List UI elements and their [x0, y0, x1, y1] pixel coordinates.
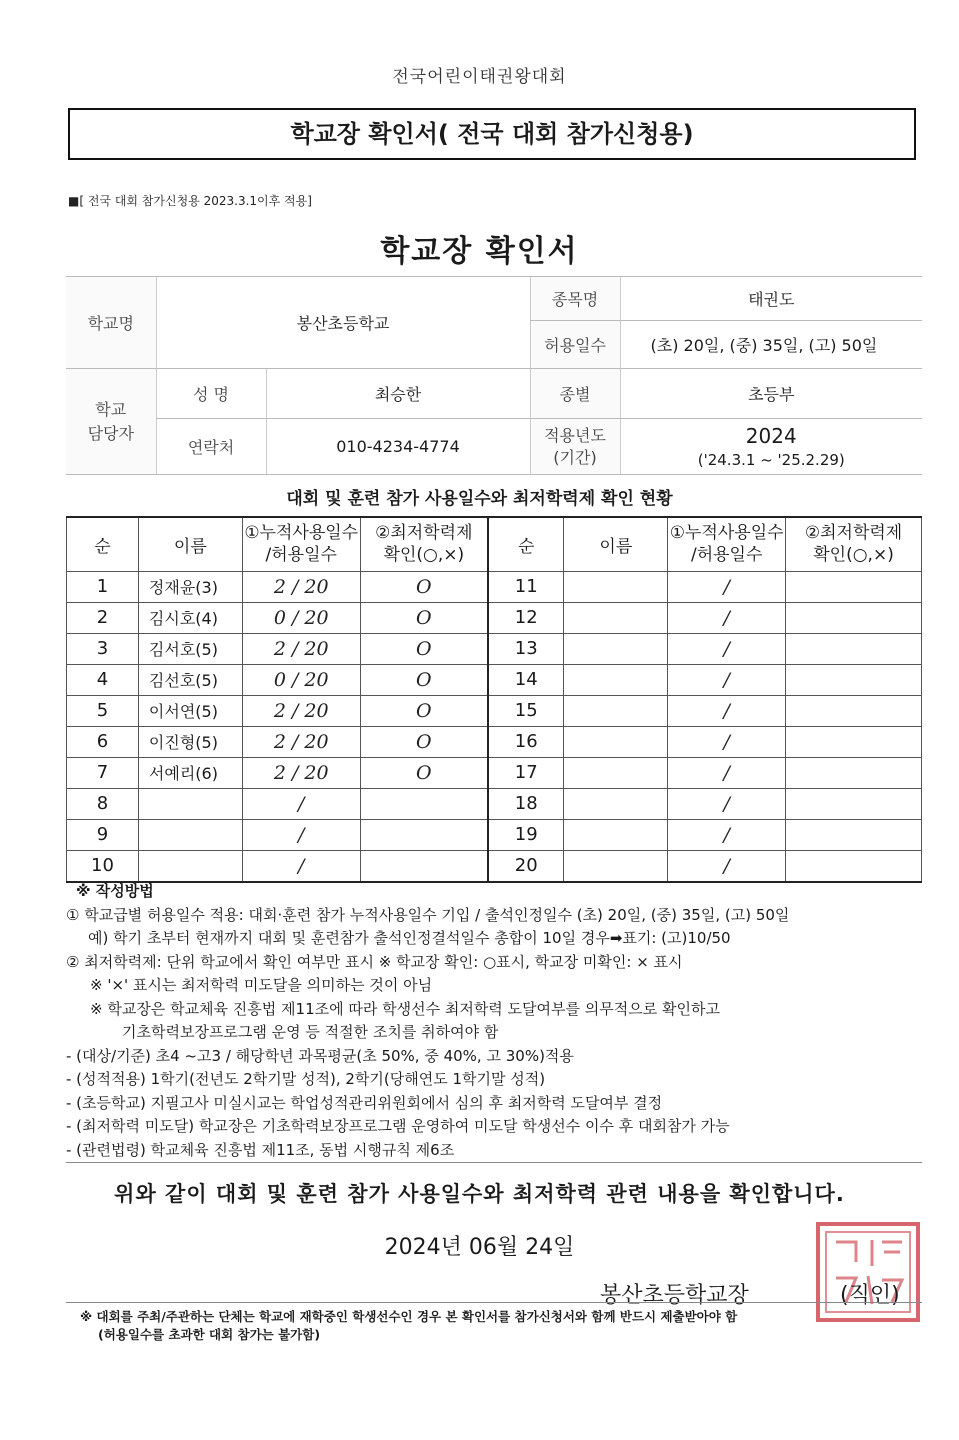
- academic-check-cell: O: [360, 664, 488, 695]
- manager-name: 최승한: [266, 369, 530, 419]
- athlete-name-cell: [138, 850, 242, 882]
- instruction-line: 기초학력보장프로그램 운영 등 적절한 조치를 취하여야 함: [122, 1023, 499, 1041]
- col-name-right: 이름: [564, 517, 668, 571]
- no-cell: 16: [488, 726, 564, 757]
- athlete-name-cell: 이진형(5): [138, 726, 242, 757]
- academic-check-cell: O: [360, 602, 488, 633]
- school-name: 봉산초등학교: [156, 277, 530, 369]
- instruction-line: - (관련법령) 학교체육 진흥법 제11조, 동법 시행규칙 제6조: [66, 1140, 455, 1159]
- no-cell: 17: [488, 757, 564, 788]
- event-name: 전국어린이태권왕대회: [392, 67, 567, 87]
- stamp-label: (직인): [840, 1283, 900, 1308]
- academic-check-cell: [786, 571, 922, 602]
- used-days-cell: /: [668, 850, 786, 882]
- athlete-name-cell: 이서연(5): [138, 695, 242, 726]
- academic-check-cell: [786, 726, 922, 757]
- used-days-cell: /: [668, 664, 786, 695]
- signature-date: 2024년 06월 24일: [384, 1235, 575, 1260]
- table-row: [67, 850, 922, 882]
- athlete-name-cell: 김시호(4): [138, 602, 242, 633]
- no-cell: 5: [67, 695, 139, 726]
- no-cell: 8: [67, 788, 139, 819]
- academic-check-cell: O: [360, 633, 488, 664]
- footnote: [80, 1308, 920, 1344]
- contact-value: 010-4234-4774: [266, 419, 530, 475]
- instruction-line: ① 학교급별 허용일수 적용: 대회·훈련 참가 누적사용일수 기입 / 출석인정일수 (초) 20일, (중) 35일, (고) 50일: [66, 905, 790, 924]
- year-label: 적용년도 (기간): [530, 419, 620, 475]
- athlete-name-cell: 정재윤(3): [138, 571, 242, 602]
- contact-label: 연락처: [156, 419, 266, 475]
- confirmation-statement: 위와 같이 대회 및 훈련 참가 사용일수와 최저학력 관련 내용을 확인합니다.: [114, 1182, 845, 1206]
- academic-check-cell: [786, 633, 922, 664]
- division-label: 종별: [530, 369, 620, 419]
- athlete-name-cell: [564, 695, 668, 726]
- athlete-name-cell: [138, 788, 242, 819]
- athlete-name-cell: [564, 633, 668, 664]
- col-days: ①누적사용일수 /허용일수: [242, 517, 360, 571]
- instruction-line: - (최저학력 미도달) 학교장은 기초학력보장프로그램 운영하여 미도달 학생선수 이수 후 대회참가 가능: [66, 1117, 730, 1135]
- used-days-cell: /: [668, 726, 786, 757]
- used-days-cell: /: [668, 633, 786, 664]
- used-days-cell: /: [668, 602, 786, 633]
- table-row: [67, 633, 922, 664]
- footnote-line: (허용일수를 초과한 대회 참가는 불가함): [98, 1327, 321, 1342]
- no-cell: 20: [488, 850, 564, 882]
- instruction-line: 예) 학기 초부터 현재까지 대회 및 훈련참가 출석인정결석일수 총합이 10일 경우➡표기: (고)10/50: [88, 929, 731, 947]
- no-cell: 7: [67, 757, 139, 788]
- athlete-usage-table: [66, 516, 922, 883]
- col-academic-right: ②최저학력제 확인(○,×): [786, 517, 922, 571]
- athlete-name-cell: [564, 571, 668, 602]
- no-cell: 11: [488, 571, 564, 602]
- athlete-name-cell: [564, 726, 668, 757]
- instruction-line: ※ '×' 표시는 최저학력 미도달을 의미하는 것이 아님: [90, 976, 433, 994]
- academic-check-cell: [786, 602, 922, 633]
- no-cell: 6: [67, 726, 139, 757]
- table-row: [67, 788, 922, 819]
- no-cell: 13: [488, 633, 564, 664]
- athlete-name-cell: [564, 819, 668, 850]
- no-cell: 19: [488, 819, 564, 850]
- academic-check-cell: [786, 819, 922, 850]
- table-row: [67, 571, 922, 602]
- col-academic: ②최저학력제 확인(○,×): [360, 517, 488, 571]
- sport-label: 종목명: [530, 277, 620, 321]
- table-row: [67, 664, 922, 695]
- instructions-title: ※ 작성방법: [76, 882, 154, 900]
- academic-check-cell: [786, 664, 922, 695]
- school-info-table: [66, 276, 922, 475]
- used-days-cell: /: [668, 819, 786, 850]
- sport-name: 태권도: [620, 277, 922, 321]
- athlete-name-cell: [564, 757, 668, 788]
- no-cell: 14: [488, 664, 564, 695]
- footer-divider: [66, 1302, 922, 1303]
- academic-check-cell: [360, 850, 488, 882]
- academic-check-cell: [786, 695, 922, 726]
- table-row: [67, 819, 922, 850]
- table-row: [67, 757, 922, 788]
- allowed-days-label: 허용일수: [530, 321, 620, 369]
- instruction-line: - (초등학교) 지필고사 미실시교는 학업성적관리위원회에서 심의 후 최저학력 도달여부 결정: [66, 1093, 663, 1112]
- instruction-line: ② 최저학력제: 단위 학교에서 확인 여부만 표시 ※ 학교장 확인: ○표시, 학교장 미확인: × 표시: [66, 952, 683, 971]
- used-days-cell: 2 / 20: [242, 695, 360, 726]
- athlete-name-cell: 서예리(6): [138, 757, 242, 788]
- academic-check-cell: [360, 819, 488, 850]
- manager-label: 학교 담당자: [66, 369, 156, 475]
- academic-check-cell: O: [360, 757, 488, 788]
- used-days-cell: /: [668, 757, 786, 788]
- used-days-cell: 0 / 20: [242, 602, 360, 633]
- athlete-name-cell: [564, 850, 668, 882]
- division-value: 초등부: [620, 369, 922, 419]
- school-label: 학교명: [66, 277, 156, 369]
- used-days-cell: 2 / 20: [242, 571, 360, 602]
- no-cell: 3: [67, 633, 139, 664]
- used-days-cell: 0 / 20: [242, 664, 360, 695]
- athlete-name-cell: 김선호(5): [138, 664, 242, 695]
- academic-check-cell: [786, 757, 922, 788]
- table-row: [67, 726, 922, 757]
- year-value: 2024: [745, 423, 797, 448]
- academic-check-cell: O: [360, 726, 488, 757]
- no-cell: 1: [67, 571, 139, 602]
- used-days-cell: 2 / 20: [242, 633, 360, 664]
- athlete-name-cell: [564, 788, 668, 819]
- instructions: [66, 880, 922, 1162]
- instruction-line: - (대상/기준) 초4 ~고3 / 해당학년 과목평균(초 50%, 중 40%, 고 30%)적용: [66, 1046, 574, 1065]
- athlete-name-cell: [138, 819, 242, 850]
- table-row: [67, 695, 922, 726]
- footnote-line: ※ 대회를 주최/주관하는 단체는 학교에 재학중인 학생선수인 경우 본 확인서를 참가신청서와 함께 반드시 제출받아야 함: [80, 1309, 738, 1324]
- manager-name-label: 성 명: [156, 369, 266, 419]
- academic-check-cell: [360, 788, 488, 819]
- col-days-right: ①누적사용일수 /허용일수: [668, 517, 786, 571]
- col-no: 순: [67, 517, 139, 571]
- instruction-line: - (성적적용) 1학기(전년도 2학기말 성적), 2학기(당해연도 1학기말 성적): [66, 1070, 546, 1088]
- academic-check-cell: [786, 850, 922, 882]
- document-title: 학교장 확인서: [380, 234, 579, 269]
- used-days-cell: /: [668, 788, 786, 819]
- academic-check-cell: O: [360, 695, 488, 726]
- athlete-name-cell: [564, 664, 668, 695]
- academic-check-cell: O: [360, 571, 488, 602]
- used-days-cell: /: [668, 571, 786, 602]
- used-days-cell: /: [668, 695, 786, 726]
- period-value: ('24.3.1 ~ '25.2.29): [697, 450, 845, 469]
- col-name: 이름: [138, 517, 242, 571]
- divider: [66, 1162, 922, 1163]
- year-cell: [620, 419, 922, 475]
- col-no-right: 순: [488, 517, 564, 571]
- instruction-line: ※ 학교장은 학교체육 진흥법 제11조에 따라 학생선수 최저학력 도달여부를 의무적으로 확인하고: [90, 999, 720, 1018]
- used-days-cell: /: [242, 819, 360, 850]
- no-cell: 12: [488, 602, 564, 633]
- usage-heading: 대회 및 훈련 참가 사용일수와 최저학력제 확인 현황: [286, 489, 673, 509]
- no-cell: 18: [488, 788, 564, 819]
- table-row: [67, 602, 922, 633]
- no-cell: 9: [67, 819, 139, 850]
- allowed-days-value: (초) 20일, (중) 35일, (고) 50일: [620, 321, 922, 369]
- apply-note: ■[ 전국 대회 참가신청용 2023.3.1이후 적용]: [68, 194, 312, 208]
- used-days-cell: /: [242, 788, 360, 819]
- used-days-cell: 2 / 20: [242, 726, 360, 757]
- used-days-cell: /: [242, 850, 360, 882]
- academic-check-cell: [786, 788, 922, 819]
- no-cell: 2: [67, 602, 139, 633]
- no-cell: 15: [488, 695, 564, 726]
- no-cell: 4: [67, 664, 139, 695]
- principal-name: 봉산초등학교장: [600, 1283, 749, 1308]
- form-title-box: 학교장 확인서( 전국 대회 참가신청용): [68, 108, 916, 160]
- athlete-name-cell: 김서호(5): [138, 633, 242, 664]
- athlete-name-cell: [564, 602, 668, 633]
- used-days-cell: 2 / 20: [242, 757, 360, 788]
- no-cell: 10: [67, 850, 139, 882]
